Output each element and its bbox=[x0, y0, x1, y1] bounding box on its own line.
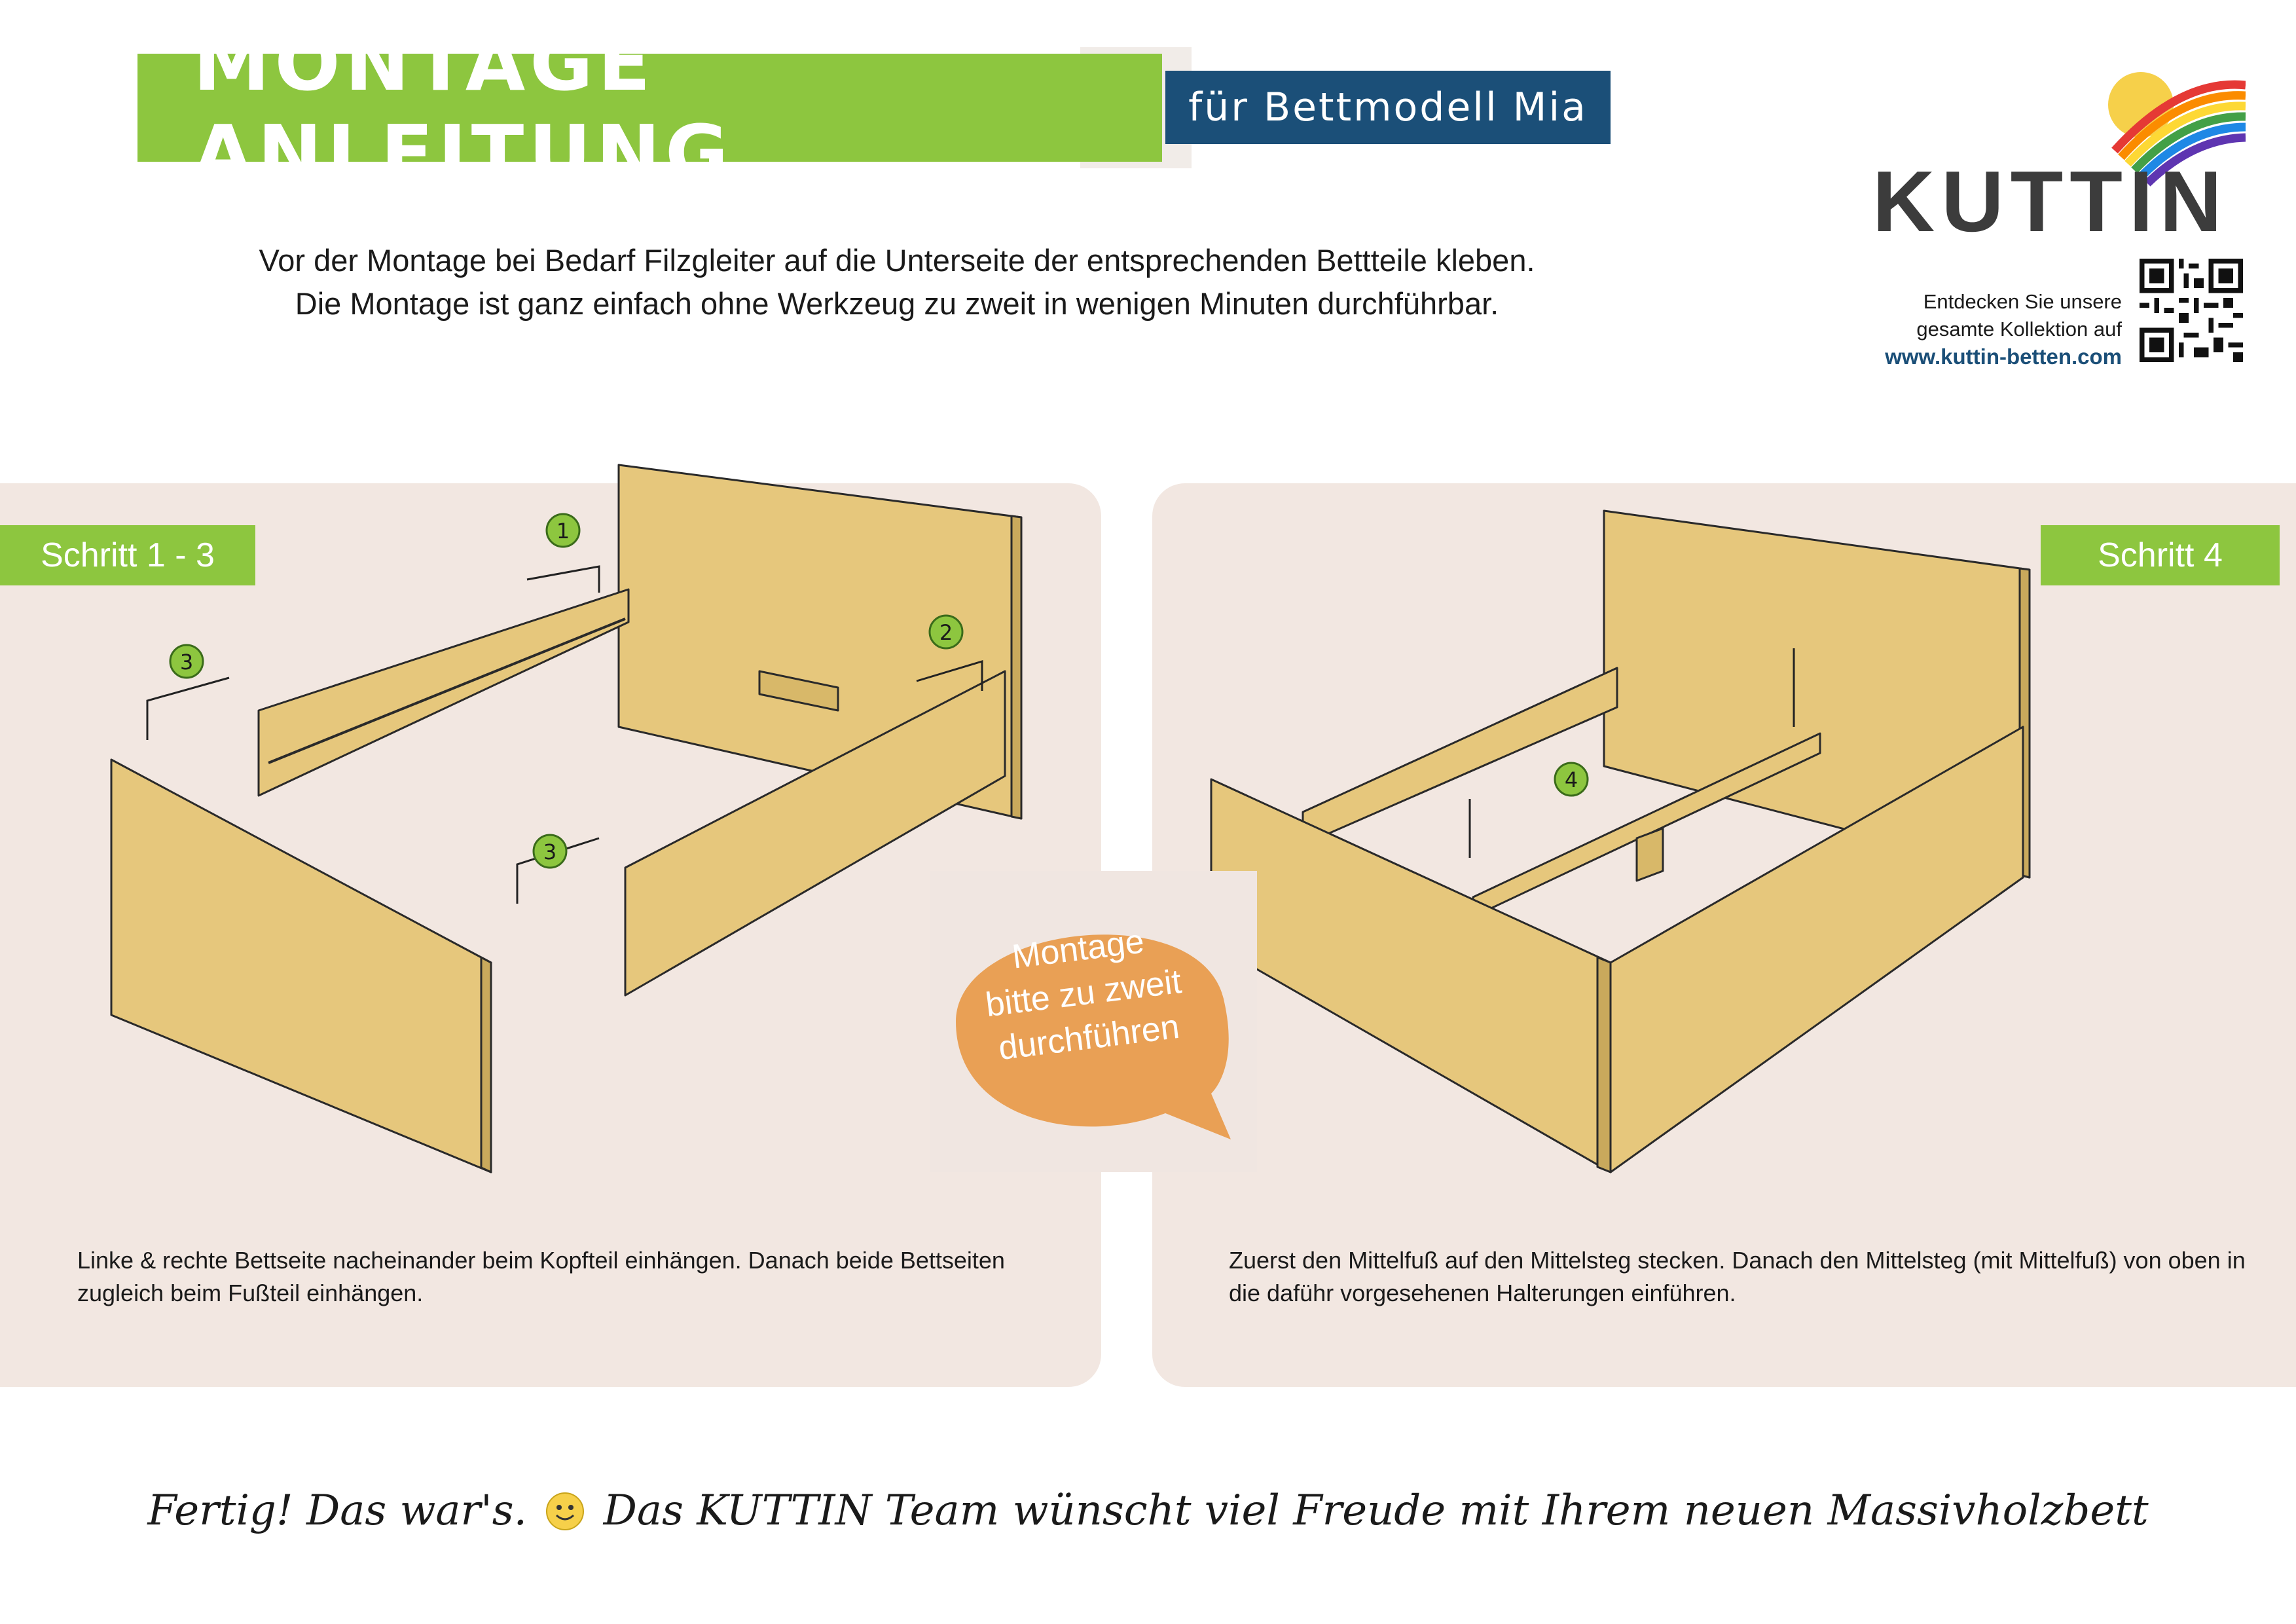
footboard-right bbox=[1211, 779, 1611, 1172]
smiley-icon bbox=[545, 1492, 585, 1531]
promo-line-2: gesamte Kollektion auf bbox=[1916, 318, 2122, 341]
promo-line-1: Entdecken Sie unsere bbox=[1923, 290, 2122, 313]
step-marker-4: 4 bbox=[1564, 767, 1578, 792]
step-caption-right: Zuerst den Mittelfuß auf den Mittelsteg stecken. Danach den Mittelsteg (mit Mittelfuß) von oben in die daführ vorgesehenen Halterungen einführen. bbox=[1229, 1247, 2246, 1306]
page-title: MONTAGE ANLEITUNG bbox=[193, 17, 733, 198]
title-banner bbox=[137, 17, 1162, 198]
step-marker-3b: 3 bbox=[543, 840, 557, 864]
intro-line-1: Vor der Montage bei Bedarf Filzgleiter auf die Unterseite der entsprechenden Bettteile kleben. bbox=[259, 243, 1535, 278]
step-marker-1: 1 bbox=[556, 519, 570, 544]
website-link[interactable]: www.kuttin-betten.com bbox=[1885, 344, 2122, 369]
brand-logo-text: KUTTIN bbox=[1872, 153, 2229, 249]
intro-line-2: Die Montage ist ganz einfach ohne Werkzeug zu zweit in wenigen Minuten durchführbar. bbox=[295, 286, 1499, 321]
footer-part-2: Das KUTTIN Team wünscht viel Freude mit Ihrem neuen Massivholzbett bbox=[603, 1486, 2149, 1535]
bubble-line-1: Montage bbox=[1010, 922, 1146, 976]
footboard bbox=[111, 760, 491, 1172]
qr-code-icon[interactable] bbox=[2140, 259, 2243, 362]
subtitle-banner bbox=[1165, 71, 1611, 144]
step-marker-3a: 3 bbox=[179, 650, 194, 674]
bubble-line-3: durchführen bbox=[996, 1007, 1182, 1068]
step-caption-left: Linke & rechte Bettseite nacheinander beim Kopfteil einhängen. Danach beide Bettseiten zugleich beim Fußteil einhängen. bbox=[77, 1247, 1005, 1306]
footer-message bbox=[0, 1486, 2296, 1535]
bubble-line-2: bitte zu zweit bbox=[983, 962, 1184, 1025]
step-tab-1-3: Schritt 1 - 3 bbox=[0, 525, 255, 585]
step-tab-4: Schritt 4 bbox=[2041, 525, 2280, 585]
promo-block bbox=[1885, 288, 2122, 371]
footer-part-1: Fertig! Das war's. bbox=[147, 1486, 527, 1535]
intro-text bbox=[196, 239, 1597, 325]
step-marker-2: 2 bbox=[939, 620, 953, 645]
page-subtitle: für Bettmodell Mia bbox=[1188, 84, 1588, 130]
